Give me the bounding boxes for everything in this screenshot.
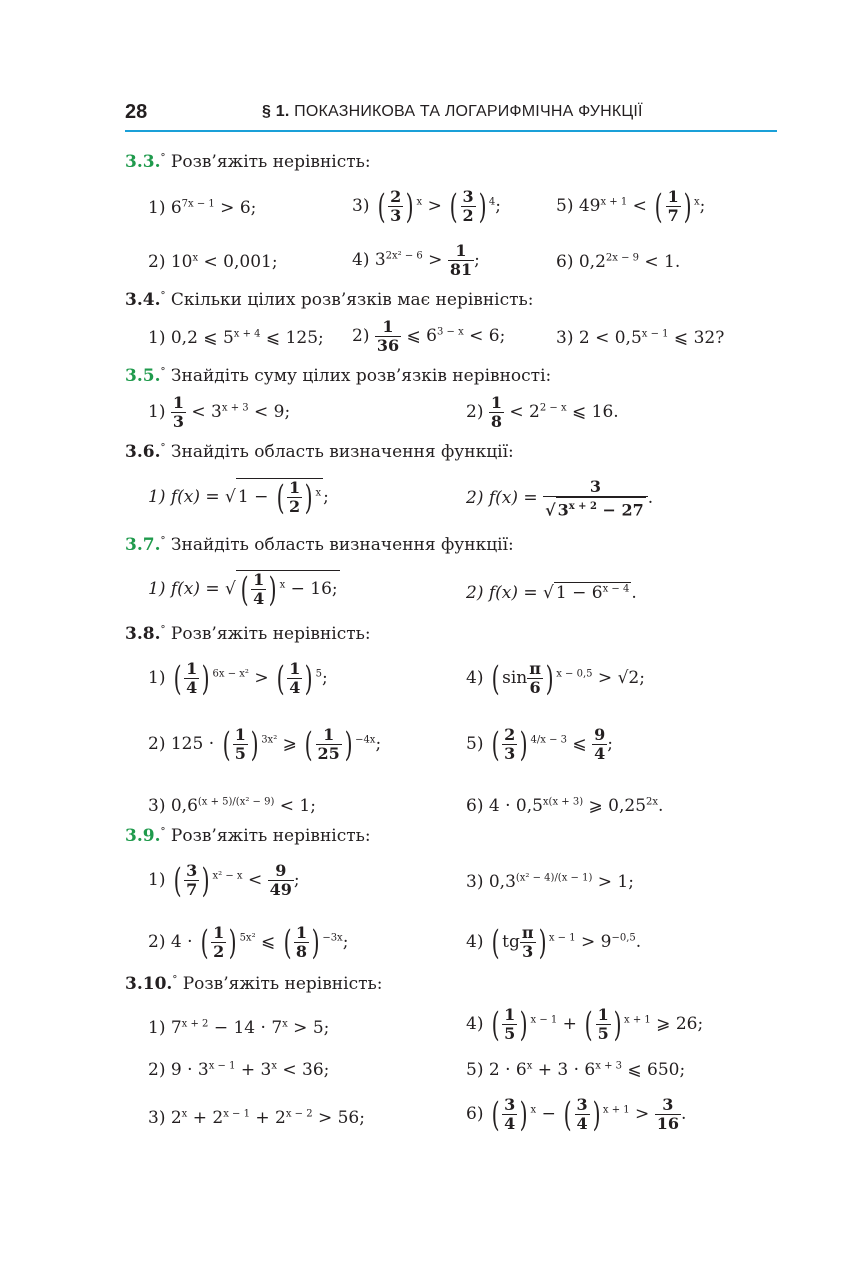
item: 1) $7^{x + 2} - 14 \cdot 7^x > 5$;: [148, 1018, 330, 1038]
item: 1) 0,2 ⩽ $5^{x + 4}$ ⩽ 125;: [148, 328, 324, 348]
item: 1) $6^{7x - 1} > 6$;: [148, 198, 257, 218]
item: 6) $0,2^{2x - 9} < 1$.: [556, 252, 681, 272]
item: 2) $10^x < 0,001$;: [148, 252, 278, 272]
item: 3) ( $\frac{2}{3}$ ) $^x$ > ( $\frac{3}{2}$ ) $^4$;: [352, 186, 502, 227]
item: 3) $2 < 0,5^{x - 1}$ ⩽ 32?: [556, 328, 725, 348]
item: 1) $\frac{1}{3}$ < $3^{x + 3} < 9$;: [148, 393, 291, 431]
item: 4) $3^{2x^2 - 6}$ > $\frac{1}{81}$ ;: [352, 241, 480, 279]
item: 3) $0,6^{(x + 5)/(x^2 - 9)} < 1$;: [148, 796, 316, 816]
item: 1) f(x) = √ 1 − ( $\frac{1}{2}$ ) $^x$ ;: [148, 477, 329, 518]
item: 2) $9 \cdot 3^{x - 1} + 3^x < 36$;: [148, 1060, 330, 1080]
exercise-3-3: 3.3.° Розв’яжіть нерівність:: [125, 152, 371, 172]
exercise-3-10: 3.10.° Розв’яжіть нерівність:: [125, 974, 383, 994]
item: 6) ( $\frac{3}{4}$ ) $^x$ − ( $\frac{3}{4}$ ) $^{x + 1}$ > $\frac{3}{16}$ .: [466, 1094, 687, 1135]
exercise-3-8: 3.8.° Розв’яжіть нерівність:: [125, 624, 371, 644]
item: 2) f(x) = $\frac{3}{√ 3^{x + 2} - 27}$ .: [466, 477, 654, 520]
exercise-3-6: 3.6.° Знайдіть область визначення функції:: [125, 442, 514, 462]
item: 4) ( $\frac{1}{5}$ ) $^{x - 1}$ + ( $\frac{1}{5}$ ) $^{x + 1}$ ⩾ 26;: [466, 1004, 704, 1045]
exercise-3-9: 3.9.° Розв’яжіть нерівність:: [125, 826, 371, 846]
item: 2) 125 · ( $\frac{1}{5}$ ) $^{3x^2}$ ⩾ ( $\frac{1}{25}$ ) $^{-4x}$;: [148, 724, 382, 765]
exercise-3-5: 3.5.° Знайдіть суму цілих розв’язків нерівності:: [125, 366, 552, 386]
item: 5) ( $\frac{2}{3}$ ) $^{4/x - 3}$ ⩽ $\frac{9}{4}$ ;: [466, 724, 613, 765]
item: 2) f(x) = √ $1 - 6^{x - 4}$ .: [466, 583, 637, 603]
item: 4) ( tg $\frac{\pi}{3}$ ) $^{x - 1} > 9^{-0,5}$.: [466, 922, 642, 963]
item: 6) $4 \cdot 0,5^{x(x + 3)}$ ⩾ $0,25^{2x}$.: [466, 796, 664, 816]
item: 2) $\frac{1}{36}$ ⩽ $6^{3 - x} < 6$;: [352, 317, 506, 355]
item: 1) ( $\frac{3}{7}$ ) $^{x^2 - x}$ < $\frac{9}{49}$ ;: [148, 860, 300, 901]
item: 5) $49^{x + 1}$ < ( $\frac{1}{7}$ ) $^x$;: [556, 186, 706, 227]
item: 4) ( sin $\frac{\pi}{6}$ ) $^{x - 0,5}$ > √2;: [466, 658, 645, 699]
page-header: [125, 100, 777, 132]
item: 2) 4 · ( $\frac{1}{2}$ ) $^{5x^2}$ ⩽ ( $\frac{1}{8}$ ) $^{-3x}$;: [148, 922, 349, 963]
item: 3) $0,3^{(x^2 - 4)/(x - 1)} > 1$;: [466, 872, 634, 892]
item: 1) ( $\frac{1}{4}$ ) $^{6x - x^2}$ > ( $\frac{1}{4}$ ) $^5$;: [148, 658, 328, 699]
item: 3) $2^x + 2^{x - 1} + 2^{x - 2} > 56$;: [148, 1108, 365, 1128]
exercise-3-4: 3.4.° Скільки цілих розв’язків має нерівність:: [125, 290, 534, 310]
page-number: 28: [125, 101, 148, 123]
exercise-3-7: 3.7.° Знайдіть область визначення функції:: [125, 535, 514, 555]
section-title: § 1. ПОКАЗНИКОВА ТА ЛОГАРИФМІЧНА ФУНКЦІЇ: [262, 103, 643, 120]
item: 1) f(x) = √ ( $\frac{1}{4}$ ) $^x$ − 16;: [148, 569, 338, 610]
item: 2) $\frac{1}{8}$ < $2^{2 - x}$ ⩽ 16.: [466, 393, 619, 431]
item: 5) $2 \cdot 6^x + 3 \cdot 6^{x + 3}$ ⩽ 650;: [466, 1060, 686, 1080]
